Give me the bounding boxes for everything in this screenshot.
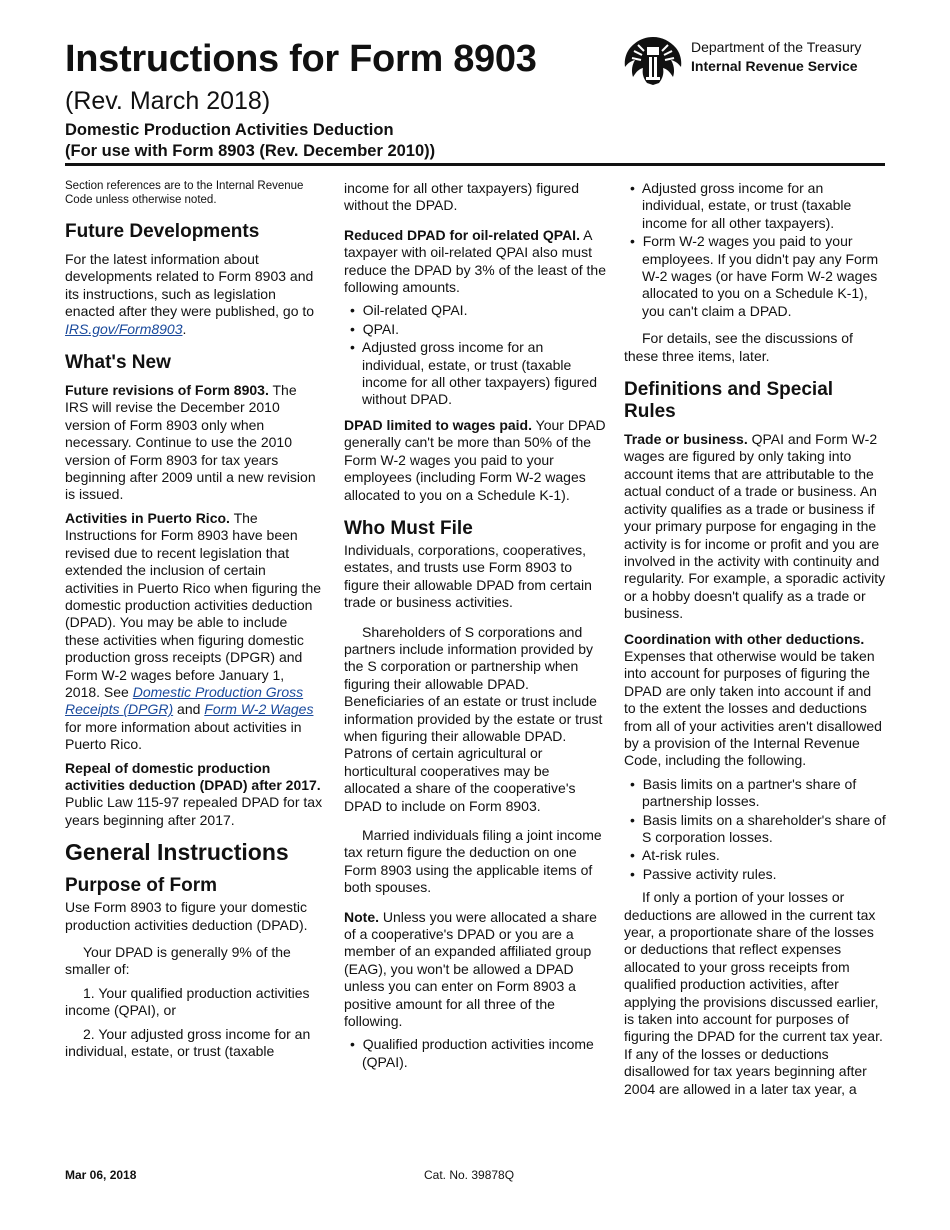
paragraph: For details, see the discussions of these three items, later. (624, 330, 853, 364)
list-item: • QPAI. (350, 320, 399, 337)
heading-whats-new: What's New (65, 352, 171, 374)
list-item: • Form W-2 wages you paid to your employees. If you didn't pay any Form W-2 wages (or have Form W-2 wages allocated to you on a Schedule K-1), you can't claim a DPAD. (630, 233, 879, 319)
column-3 (624, 180, 886, 1104)
list-item: • Basis limits on a shareholder's share of S corporation losses. (630, 811, 886, 845)
agency-department: Department of the Treasury (691, 39, 862, 55)
heading-definitions-special-rules: Definitions and Special Rules (624, 379, 834, 423)
header-rule (65, 163, 885, 166)
subtitle: Domestic Production Activities Deduction (65, 121, 394, 139)
list-item: • Qualified production activities income (QPAI). (350, 1036, 594, 1070)
paragraph: Reduced DPAD for oil-related QPAI. A taxpayer with oil-related QPAI also must reduce the DPAD by 3% of the least of the following amounts. (344, 226, 607, 296)
paragraph: Coordination with other deductions. Expenses that otherwise would be taken into account for purposes of figuring the DPAD are only taken into account if and to the extent the losses and deductions from all of your activities aren't disallowed by a provision of the Internal Revenue Code, including the following. (624, 630, 882, 769)
paragraph: For the latest information about developments related to Form 8903 and its instructions, such as legislation enacted after they were published, go to IRS.gov/Form8903. (65, 251, 315, 337)
paragraph: Trade or business. QPAI and Form W-2 wages are figured by only taking into account items that are attributable to the actual conduct of a trade or business. An activity qualifies as a trade or business if your primary purpose for engaging in the activity is for income or profit and you are involved in the activity with continuity and regularity. For example, a sporadic activity or a hobby doesn't qualify as a trade or business. (624, 431, 886, 622)
agency-irs: Internal Revenue Service (691, 58, 858, 74)
list-item: • Basis limits on a partner's share of partnership losses. (630, 775, 857, 810)
paragraph: Activities in Puerto Rico. The Instructions for Form 8903 have been revised due to recent legislation that extended the inclusion of certain activities in Puerto Rico when figuring the domestic production activities deduction (DPAD). You may be able to include these activities when figuring domestic production gross receipts (DPGR) and Form W-2 wages before January 1, 2018. See Domestic Production Gross Receipts (DPGR) and Form W-2 Wages for more information about activities in Puerto Rico. (65, 509, 322, 753)
list-item: • Passive activity rules. (630, 865, 777, 882)
heading-purpose-of-form: Purpose of Form (65, 875, 218, 897)
paragraph: Your DPAD is generally 9% of the smaller of: (65, 944, 291, 978)
paragraph: Note. Unless you were allocated a share of a cooperative's DPAD or you are a member of an expanded affiliated group (EAG), you won't be allowed a DPAD unless you can enter on Form 8903 a positive amount for all three of the following. (344, 908, 597, 1030)
footer-catalog-number: Cat. No. 39878Q (424, 1168, 515, 1182)
subtitle-form-reference: (For use with Form 8903 (Rev. December 2010)) (65, 142, 436, 160)
list-item: 1. Your qualified production activities income (QPAI), or (65, 984, 310, 1019)
link-w2-wages[interactable]: Form W-2 Wages (204, 701, 314, 718)
paragraph: Individuals, corporations, cooperatives, estates, and trusts use Form 8903 to figure their allowable DPAD from certain trade or business activities. (344, 541, 592, 611)
paragraph: Repeal of domestic production activities deduction (DPAD) after 2017. Public Law 115-97 repealed DPAD for tax years beginning after 2017. (65, 759, 323, 828)
footer-date: Mar 06, 2018 (65, 1168, 137, 1182)
list-item: • Oil-related QPAI. (350, 302, 468, 319)
paragraph: If only a portion of your losses or deductions are allowed in the current tax year, a proportionate share of the losses or deductions that reflect expenses allocated to your gross receipts from qualified production activities, after applying the provisions discussed earlier, is taken into account for purposes of figuring the DPAD for the current tax year. If any of the losses or deductions disallowed for tax years beginning after 2004 are allowed in a later tax year, a (624, 889, 883, 1097)
paragraph: Shareholders of S corporations and partners include information provided by the S corporation or partnership when figuring their allowable DPAD. Beneficiaries of an estate or trust include information provided by the estate or trust when figuring their allowable DPAD. Patrons of certain agricultural or horticultural cooperatives may be allocated a share of the cooperative's DPAD to include on Form 8903. (344, 623, 603, 814)
section-note: Section references are to the Internal Revenue Code unless otherwise noted. (65, 180, 304, 206)
irs-eagle-icon (622, 33, 684, 87)
list-item: • Adjusted gross income for an individual, estate, or trust (taxable income for all other taxpayers) figured without DPAD. (350, 339, 597, 408)
list-item: • At-risk rules. (630, 847, 720, 864)
list-item: • Adjusted gross income for an individual, estate, or trust (taxable income for all other taxpayers). (630, 180, 852, 231)
link-irs-gov-form8903[interactable]: IRS.gov/Form8903 (65, 320, 183, 337)
heading-general-instructions: General Instructions (65, 839, 289, 866)
paragraph: income for all other taxpayers) figured without the DPAD. (344, 180, 579, 214)
heading-future-developments: Future Developments (65, 221, 260, 242)
paragraph: Future revisions of Form 8903. The IRS will revise the December 2010 version of Form 8903 only when necessary. Continue to use the 2010 version of Form 8903 for tax years beginning after 2009 until a new revision is issued. (65, 382, 316, 503)
column-2 (344, 180, 606, 1072)
column-1 (65, 180, 323, 1066)
paragraph: Married individuals filing a joint income tax return figure the deduction on one Form 8903 using the applicable items of both spouses. (344, 827, 602, 896)
link-dpgr[interactable]: Domestic Production Gross Receipts (DPGR) (65, 683, 304, 718)
paragraph: Use Form 8903 to figure your domestic production activities deduction (DPAD). (65, 899, 308, 933)
list-item: 2. Your adjusted gross income for an individual, estate, or trust (taxable (65, 1025, 311, 1060)
document-title: Instructions for Form 8903 (65, 38, 537, 80)
paragraph: DPAD limited to wages paid. Your DPAD generally can't be more than 50% of the Form W-2 wages you paid to your employees (including Form W-2 wages allocated to you on a Schedule K-1). (344, 416, 606, 503)
revision-date: (Rev. March 2018) (65, 87, 271, 115)
heading-who-must-file: Who Must File (344, 517, 473, 539)
